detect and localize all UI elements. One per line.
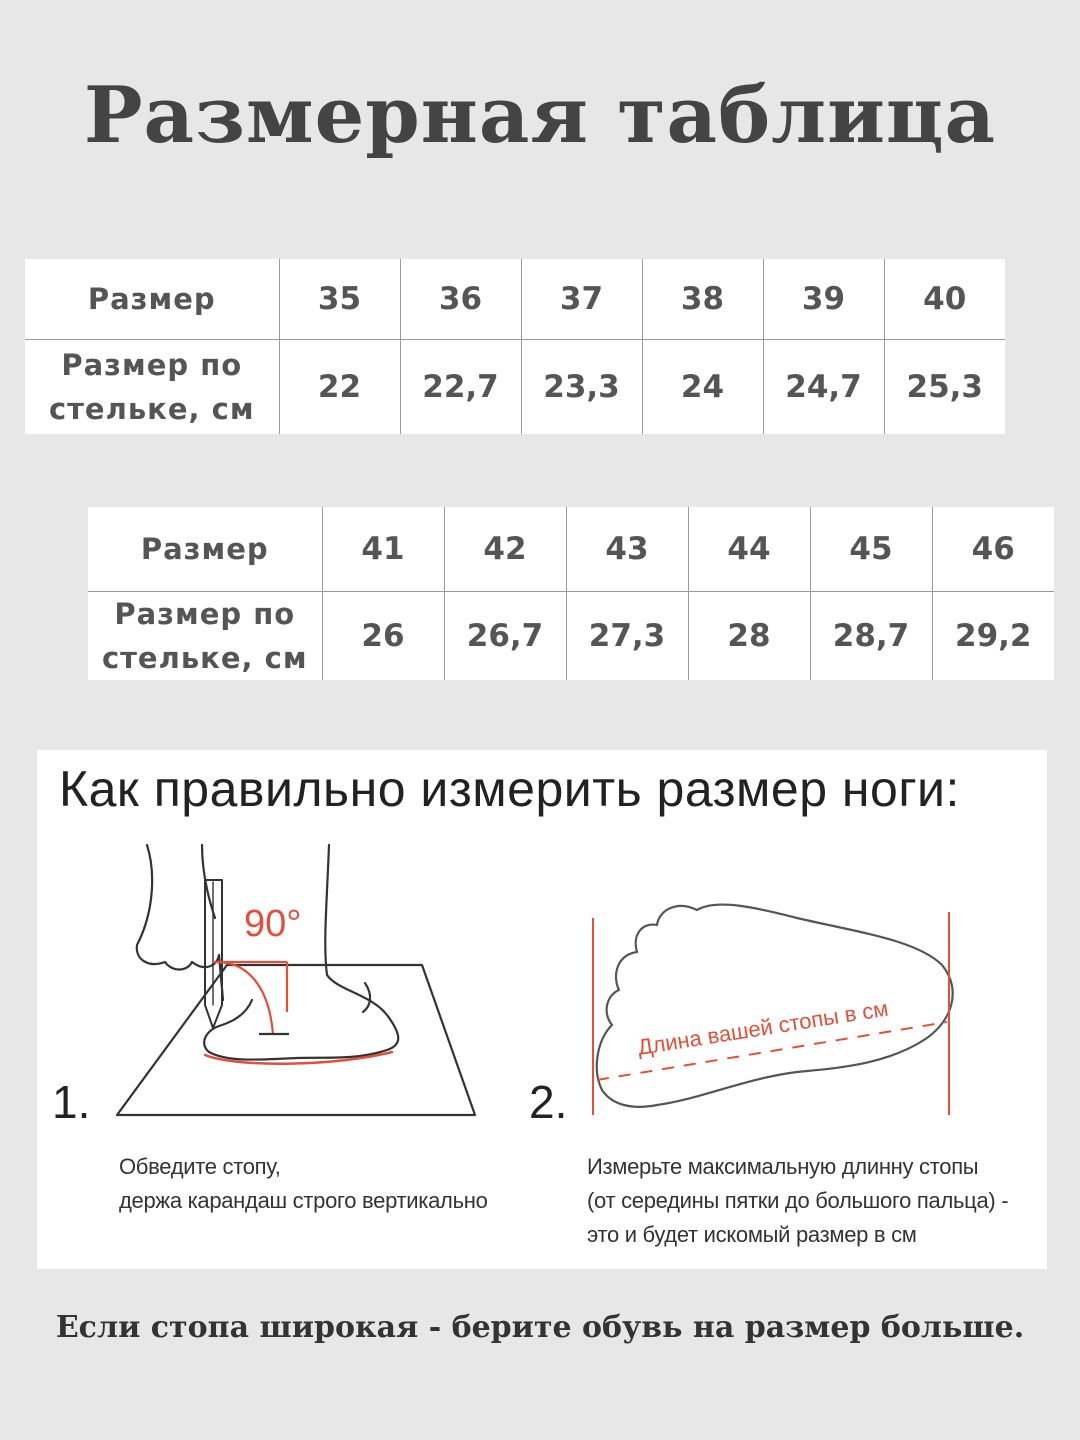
insole-cell: 24,7 (763, 340, 884, 435)
foot-outline (204, 845, 398, 1060)
insole-cell: 26,7 (444, 592, 566, 681)
insole-cell: 27,3 (566, 592, 688, 681)
footprint-outline (597, 905, 953, 1107)
size-cell: 41 (322, 507, 444, 592)
size-cell: 37 (521, 259, 642, 340)
insole-row (88, 592, 1054, 681)
measure-title: Как правильно измерить размер ноги: (59, 761, 960, 817)
hand-outline (137, 845, 223, 1000)
size-row (88, 507, 1054, 592)
insole-label (25, 340, 279, 435)
insole-cell: 26 (322, 592, 444, 681)
page-title: Размерная таблица (83, 70, 997, 161)
size-cell: 38 (642, 259, 763, 340)
footprint-illustration (597, 905, 953, 1107)
insole-cell: 29,2 (932, 592, 1054, 681)
size-cell: 42 (444, 507, 566, 592)
insole-cell: 22,7 (400, 340, 521, 435)
step-1-number: 1. (52, 1076, 91, 1128)
size-cell: 45 (810, 507, 932, 592)
size-cell: 39 (763, 259, 884, 340)
size-table-1 (25, 259, 1005, 434)
paper-sheet (117, 965, 475, 1115)
size-cell: 43 (566, 507, 688, 592)
size-label: Размер (87, 282, 216, 316)
insole-cell: 28,7 (810, 592, 932, 681)
size-cell: 35 (279, 259, 400, 340)
insole-row (25, 340, 1005, 435)
size-row (25, 259, 1005, 340)
insole-cell: 22 (279, 340, 400, 435)
step-1-caption-line: Обведите стопу, (119, 1154, 281, 1179)
insole-cell: 25,3 (884, 340, 1005, 435)
size-cell: 46 (932, 507, 1054, 592)
measure-instructions (37, 750, 1047, 1269)
step-2-number: 2. (529, 1076, 568, 1128)
size-cell: 40 (884, 259, 1005, 340)
step-2-caption-line: Измерьте максимальную длинну стопы (587, 1154, 979, 1179)
length-label: Длина вашей стопы в см (635, 995, 890, 1060)
step-1-caption (119, 1150, 488, 1218)
step-1-caption-line: держа карандаш строго вертикально (119, 1188, 488, 1213)
step-2-caption-line: это и будет искомый размер в см (587, 1222, 917, 1247)
step-2-caption (587, 1150, 1008, 1252)
tracing-foot-illustration (117, 845, 475, 1115)
size-cell: 36 (400, 259, 521, 340)
insole-label-line2: стельке, см (101, 641, 308, 675)
insole-cell: 28 (688, 592, 810, 681)
wide-foot-note: Если стопа широкая - берите обувь на размер больше. (55, 1310, 1025, 1345)
size-label: Размер (140, 532, 269, 566)
insole-cell: 23,3 (521, 340, 642, 435)
insole-label-line1: Размер по (114, 597, 296, 631)
insole-label-line1: Размер по (61, 348, 243, 382)
insole-label (88, 592, 322, 681)
size-table-2 (88, 507, 1054, 680)
insole-label-line2: стельке, см (48, 392, 255, 426)
insole-cell: 24 (642, 340, 763, 435)
size-cell: 44 (688, 507, 810, 592)
angle-label: 90° (244, 903, 302, 945)
step-2-caption-line: (от середины пятки до большого пальца) - (587, 1188, 1009, 1213)
